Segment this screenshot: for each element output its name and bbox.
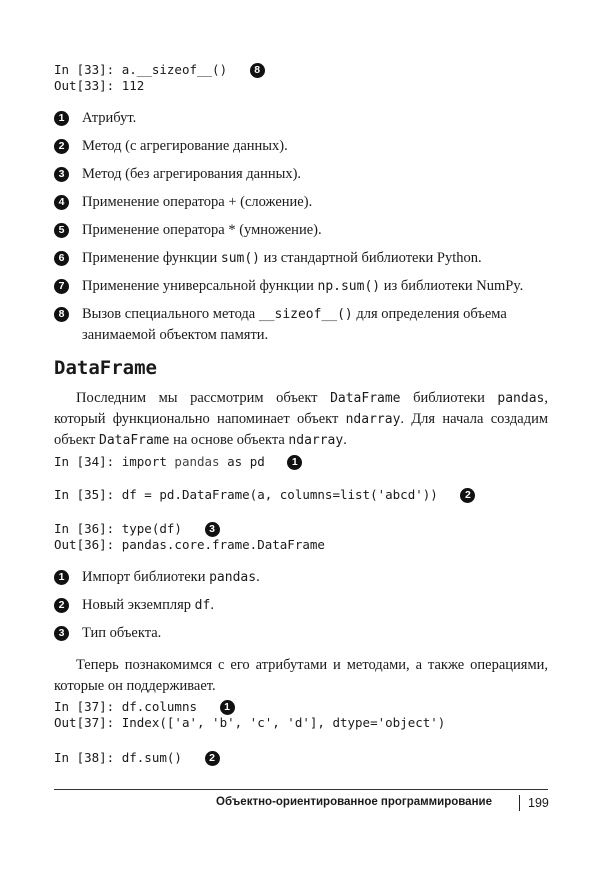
out-value-33: 112 xyxy=(121,78,145,93)
note-text-pre: Применение универсальной функции xyxy=(82,278,318,294)
in-prompt-35: In [35]: xyxy=(54,487,122,502)
note-5 xyxy=(54,220,554,241)
note-8 xyxy=(54,304,554,346)
in-code-35: df = pd.DataFrame(a, columns=list('abcd')) xyxy=(121,487,438,502)
code-block-34 xyxy=(54,454,302,470)
note-text xyxy=(82,276,554,297)
note-text-post: . xyxy=(256,569,260,585)
inline-code: ndarray xyxy=(288,433,344,448)
note2-3 xyxy=(54,623,554,644)
inline-code: sum() xyxy=(220,251,261,266)
in-prompt-37: In [37]: xyxy=(54,699,122,714)
in-prompt-34: In [34]: xyxy=(54,454,122,469)
note-2 xyxy=(54,136,554,157)
callout-8: 8 xyxy=(250,63,265,78)
inline-code: np.sum() xyxy=(317,279,381,294)
inline-code: DataFrame xyxy=(330,391,401,406)
out-value-37: Index(['a', 'b', 'c', 'd'], dtype='object') xyxy=(121,715,446,730)
running-footer-title: Объектно-ориентированное программирование xyxy=(216,796,492,808)
paragraph-attributes: Теперь познакомимся с его атрибутами и методами, а также операциями, которые он поддерживает. xyxy=(54,657,548,694)
para-text: на основе объекта xyxy=(169,432,289,448)
callout-5: 5 xyxy=(54,223,69,238)
note-text-post: . xyxy=(210,597,214,613)
code-module: pandas xyxy=(166,454,228,469)
code-block-37 xyxy=(54,699,445,731)
callout-6: 6 xyxy=(54,251,69,266)
note2-1 xyxy=(54,567,554,588)
note-text xyxy=(82,595,554,616)
in-prompt-38: In [38]: xyxy=(54,750,122,765)
note-text xyxy=(82,623,554,644)
note-6 xyxy=(54,248,554,269)
note-text: Атрибут. xyxy=(82,110,137,126)
note-text xyxy=(82,304,554,346)
inline-code: __sizeof__() xyxy=(258,307,353,322)
note-text xyxy=(82,248,554,269)
in-prompt-36: In [36]: xyxy=(54,521,122,536)
callout-7: 7 xyxy=(54,279,69,294)
note2-2 xyxy=(54,595,554,616)
inline-code: pandas xyxy=(209,570,257,585)
note-4 xyxy=(54,192,554,213)
section-heading: DataFrame xyxy=(54,357,157,379)
inline-code: DataFrame xyxy=(99,433,170,448)
callout-8b: 8 xyxy=(54,307,69,322)
callout-1: 1 xyxy=(54,111,69,126)
code-keyword: as xyxy=(227,454,243,469)
footer-rule xyxy=(54,789,548,790)
in-prompt-33: In [33]: xyxy=(54,62,122,77)
in-code-36: type(df) xyxy=(121,521,182,536)
note-text: Применение оператора * (умножение). xyxy=(82,222,322,238)
note-text: Метод (без агрегирования данных). xyxy=(82,166,302,182)
callout-4: 4 xyxy=(54,195,69,210)
callout-1: 1 xyxy=(287,455,302,470)
code-keyword: import xyxy=(121,454,167,469)
note-text-post: для определения объема занимаемой объектом памяти. xyxy=(82,306,507,343)
note-text: Применение оператора + (сложение). xyxy=(82,194,313,210)
out-value-36: pandas.core.frame.DataFrame xyxy=(121,537,325,552)
callout-3: 3 xyxy=(54,626,69,641)
callout-2: 2 xyxy=(54,139,69,154)
callout-2: 2 xyxy=(54,598,69,613)
code-block-36 xyxy=(54,521,325,553)
para-text: библиотеки xyxy=(400,390,498,406)
page-number: 199 xyxy=(528,796,549,810)
callout-3: 3 xyxy=(205,522,220,537)
paragraph-intro xyxy=(54,388,548,451)
para-text: . Для начала создадим объект xyxy=(54,411,549,448)
para-text: . xyxy=(343,432,347,448)
code-block-38 xyxy=(54,750,220,766)
note-3 xyxy=(54,164,554,185)
code-block-35 xyxy=(54,487,475,503)
callout-2: 2 xyxy=(460,488,475,503)
inline-code: ndarray xyxy=(345,412,401,427)
in-code-38: df.sum() xyxy=(121,750,182,765)
note-7 xyxy=(54,276,554,297)
code-block-33 xyxy=(54,62,265,94)
note-text: Метод (с агрегирование данных). xyxy=(82,138,288,154)
footer-divider xyxy=(519,795,520,811)
in-code-33: a.__sizeof__() xyxy=(121,62,228,77)
para-text: Последним мы рассмотрим объект xyxy=(76,390,331,406)
out-prompt-36: Out[36]: xyxy=(54,537,122,552)
callout-2: 2 xyxy=(205,751,220,766)
note-text-pre: Вызов специального метода xyxy=(82,306,259,322)
out-prompt-33: Out[33]: xyxy=(54,78,122,93)
out-prompt-37: Out[37]: xyxy=(54,715,122,730)
in-code-37: df.columns xyxy=(121,699,197,714)
note-text-pre: Новый экземпляр xyxy=(82,597,195,613)
note-text-pre: Применение функции xyxy=(82,250,221,266)
note-text xyxy=(82,567,554,588)
code-alias: pd xyxy=(242,454,265,469)
para-text: , который функционально напоминает объект xyxy=(54,390,548,427)
callout-1: 1 xyxy=(54,570,69,585)
inline-code: df xyxy=(194,598,211,613)
note-text-post: из библиотеки NumPy. xyxy=(380,278,524,294)
callout-1: 1 xyxy=(220,700,235,715)
note-text-pre: Импорт библиотеки xyxy=(82,569,210,585)
note-text-pre: Тип объекта. xyxy=(82,625,162,641)
note-text-post: из стандартной библиотеки Python. xyxy=(260,250,482,266)
callout-3: 3 xyxy=(54,167,69,182)
inline-code: pandas xyxy=(497,391,545,406)
note-1 xyxy=(54,108,554,129)
